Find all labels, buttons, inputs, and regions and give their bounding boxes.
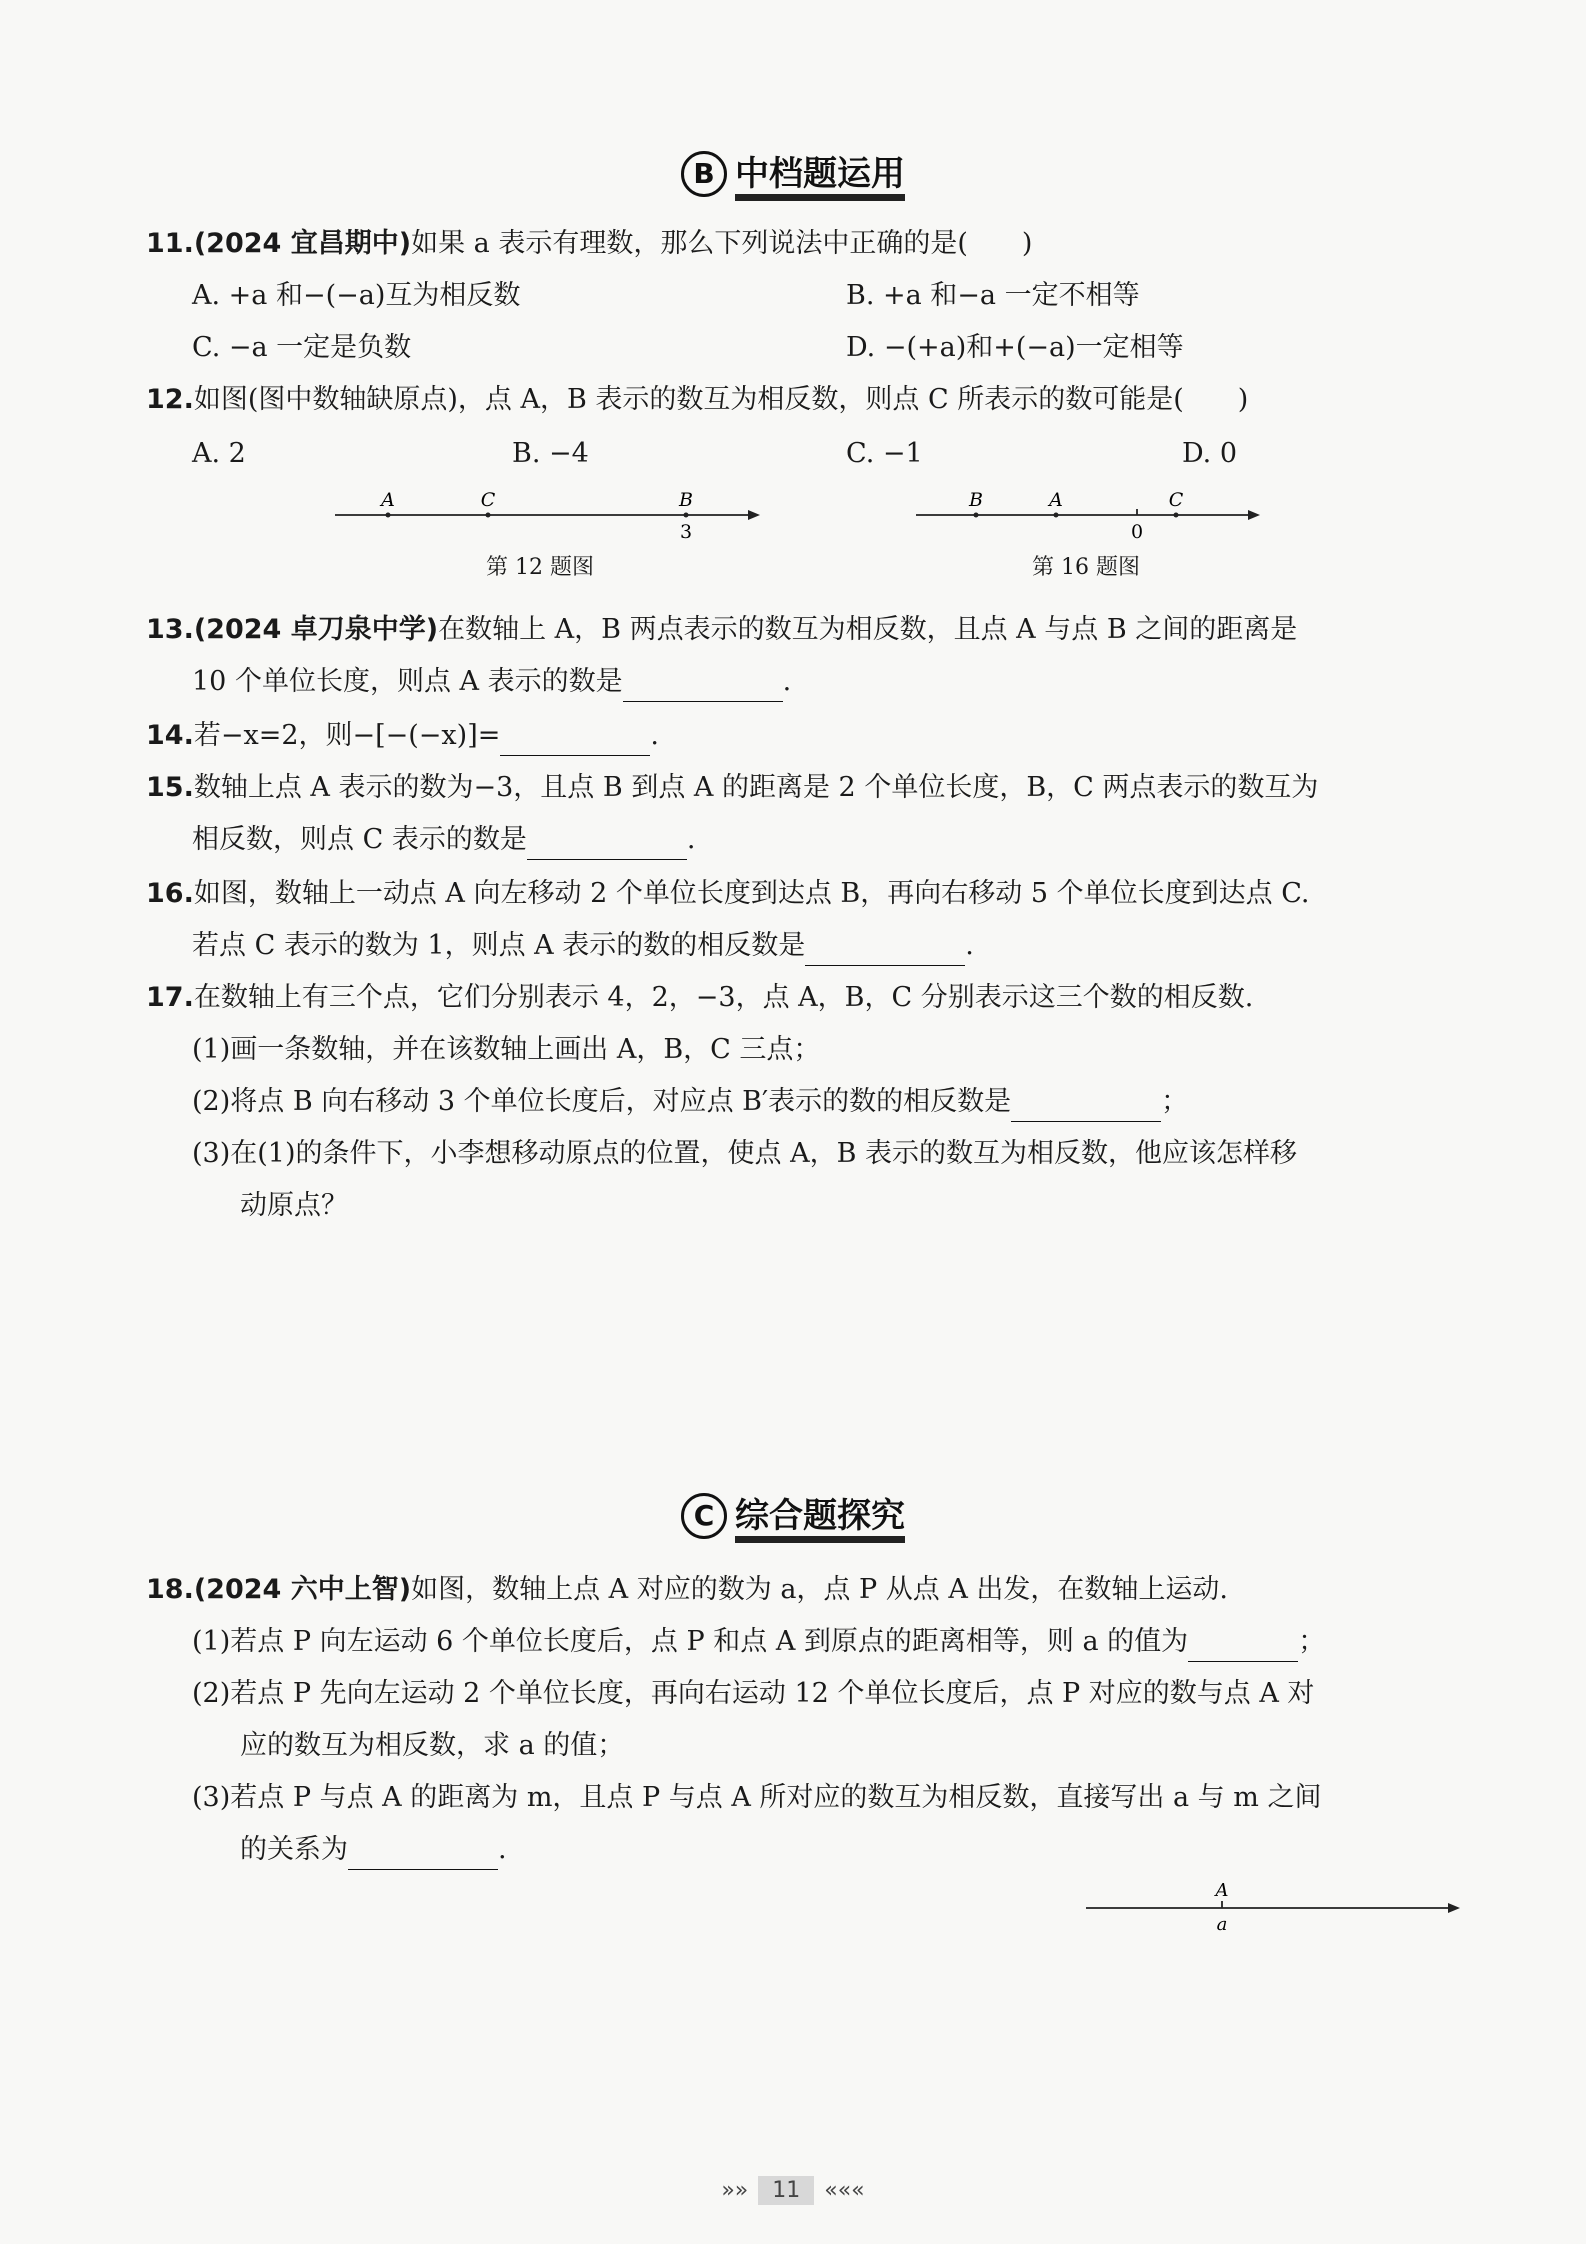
- question-18-part-2: (2)若点 P 先向左运动 2 个单位长度，再向右运动 12 个单位长度后，点 P 对应的数与点 A 对: [192, 1678, 1315, 1709]
- point-c-dot: [486, 513, 491, 518]
- q12-option-b: B. −4: [512, 438, 589, 469]
- point-a-value: a: [1216, 1914, 1228, 1935]
- question-18: [146, 1570, 1228, 1610]
- punctuation: .: [650, 720, 659, 751]
- question-13: [146, 610, 1297, 650]
- q12-option-c: C. −1: [846, 438, 923, 469]
- page-number: 11: [758, 2176, 814, 2205]
- question-18-part-2-cont: 应的数互为相反数，求 a 的值；: [240, 1730, 625, 1761]
- question-source: (2024 卓刀泉中学): [193, 614, 439, 645]
- page-footer: [0, 2176, 1586, 2205]
- point-b-label: B: [679, 489, 693, 511]
- answer-blank[interactable]: [1011, 1093, 1161, 1122]
- point-c-label: C: [1168, 489, 1184, 511]
- question-number: 11.: [146, 228, 194, 259]
- question-number: 14.: [146, 720, 194, 751]
- punctuation: .: [686, 824, 696, 855]
- answer-blank[interactable]: [805, 937, 965, 966]
- question-text: 的关系为: [240, 1834, 348, 1865]
- tick-label: 3: [679, 521, 693, 543]
- question-12: [146, 380, 1248, 420]
- question-text: 若−x=2，则−[−(−x)]=: [193, 720, 501, 751]
- section-b-badge: B: [681, 151, 727, 197]
- point-a-label: A: [1049, 489, 1063, 511]
- question-text: 在数轴上 A，B 两点表示的数互为相反数，且点 A 与点 B 之间的距离是: [438, 614, 1298, 645]
- punctuation: ；: [1161, 1086, 1189, 1117]
- punctuation: .: [782, 666, 792, 697]
- axis-arrow: [748, 510, 760, 520]
- section-b-header: [0, 146, 1586, 201]
- figure-16-caption: 第 16 题图: [1032, 555, 1140, 580]
- point-a-label: A: [381, 489, 395, 511]
- point-c-label: C: [480, 489, 496, 511]
- question-text: 10 个单位长度，则点 A 表示的数是: [192, 666, 623, 697]
- question-15-cont: [192, 820, 695, 860]
- axis-arrow: [1448, 1903, 1460, 1913]
- answer-blank[interactable]: [623, 673, 783, 702]
- question-text: (1)若点 P 向左运动 6 个单位长度后，点 P 和点 A 到原点的距离相等，则 a 的值为: [192, 1626, 1189, 1657]
- q11-option-c: C. −a 一定是负数: [192, 332, 412, 363]
- question-14: [146, 716, 659, 756]
- question-13-cont: [192, 662, 791, 702]
- question-text: 数轴上点 A 表示的数为−3，且点 B 到点 A 的距离是 2 个单位长度，B，C 两点表示的数互为: [193, 772, 1319, 803]
- question-18-part-3-cont: [240, 1830, 507, 1870]
- question-17: [146, 978, 1253, 1018]
- section-c-title: 综合题探究: [735, 1488, 905, 1543]
- question-text: (2)将点 B 向右移动 3 个单位长度后，对应点 B′表示的数的相反数是: [192, 1086, 1012, 1117]
- section-c-badge: C: [681, 1493, 727, 1539]
- punctuation: .: [965, 930, 974, 961]
- point-b-label: B: [969, 489, 983, 511]
- section-b-title: 中档题运用: [735, 146, 905, 201]
- footer-right-arrows: «««: [824, 2178, 865, 2203]
- question-17-part-3: (3)在(1)的条件下，小李想移动原点的位置，使点 A，B 表示的数互为相反数，他应该怎样移: [192, 1138, 1297, 1169]
- figure-12-caption: 第 12 题图: [486, 555, 594, 580]
- question-text: 如图(图中数轴缺原点)，点 A，B 表示的数互为相反数，则点 C 所表示的数可能是( ): [193, 384, 1249, 415]
- answer-blank[interactable]: [500, 727, 650, 756]
- question-16: [146, 874, 1309, 914]
- figure-18-number-line: [1080, 1876, 1470, 1946]
- question-text: 如图，数轴上一动点 A 向左移动 2 个单位长度到达点 B，再向右移动 5 个单位长度到达点 C.: [193, 878, 1310, 909]
- question-16-cont: [192, 926, 974, 966]
- question-number: 12.: [146, 384, 194, 415]
- question-17-part-1: (1)画一条数轴，并在该数轴上画出 A，B，C 三点；: [192, 1034, 821, 1065]
- answer-blank[interactable]: [1188, 1633, 1298, 1662]
- punctuation: .: [498, 1834, 507, 1865]
- question-number: 16.: [146, 878, 194, 909]
- question-number: 15.: [146, 772, 194, 803]
- question-text: 若点 C 表示的数为 1，则点 A 表示的数的相反数是: [192, 930, 806, 961]
- q12-option-d: D. 0: [1182, 438, 1238, 469]
- question-number: 13.: [146, 614, 194, 645]
- question-17-part-2: [192, 1082, 1188, 1122]
- footer-left-arrows: »»: [721, 2178, 749, 2203]
- point-a-dot: [1054, 513, 1059, 518]
- question-17-part-3-cont: 动原点？: [240, 1190, 348, 1221]
- q11-option-a: A. +a 和−(−a)互为相反数: [192, 280, 521, 311]
- figure-16-number-line: [910, 480, 1270, 550]
- q11-option-d: D. −(+a)和+(−a)一定相等: [846, 332, 1184, 363]
- question-number: 18.: [146, 1574, 194, 1605]
- question-source: (2024 六中上智): [193, 1574, 412, 1605]
- answer-blank[interactable]: [527, 831, 687, 860]
- point-b-dot: [974, 513, 979, 518]
- question-text: 如图，数轴上点 A 对应的数为 a，点 P 从点 A 出发，在数轴上运动.: [411, 1574, 1228, 1605]
- section-c-header: [0, 1488, 1586, 1543]
- point-c-dot: [1174, 513, 1179, 518]
- question-text: 相反数，则点 C 表示的数是: [192, 824, 527, 855]
- point-a-dot: [386, 513, 391, 518]
- answer-blank[interactable]: [348, 1841, 498, 1870]
- question-11: [146, 224, 1032, 264]
- question-15: [146, 768, 1318, 808]
- punctuation: ；: [1298, 1626, 1326, 1657]
- q11-option-b: B. +a 和−a 一定不相等: [846, 280, 1140, 311]
- question-18-part-1: [192, 1622, 1325, 1662]
- question-source: (2024 宜昌期中): [193, 228, 412, 259]
- question-18-part-3: (3)若点 P 与点 A 的距离为 m，且点 P 与点 A 所对应的数互为相反数，直接写出 a 与 m 之间: [192, 1782, 1322, 1813]
- axis-arrow: [1248, 510, 1260, 520]
- question-number: 17.: [146, 982, 194, 1013]
- q12-option-a: A. 2: [192, 438, 246, 469]
- point-a-label: A: [1215, 1880, 1229, 1901]
- point-b-dot: [684, 513, 689, 518]
- figure-12-number-line: [320, 480, 770, 550]
- origin-label: 0: [1130, 521, 1144, 543]
- question-text: 如果 a 表示有理数，那么下列说法中正确的是( ): [411, 228, 1033, 259]
- question-text: 在数轴上有三个点，它们分别表示 4，2，−3，点 A，B，C 分别表示这三个数的相反数.: [193, 982, 1254, 1013]
